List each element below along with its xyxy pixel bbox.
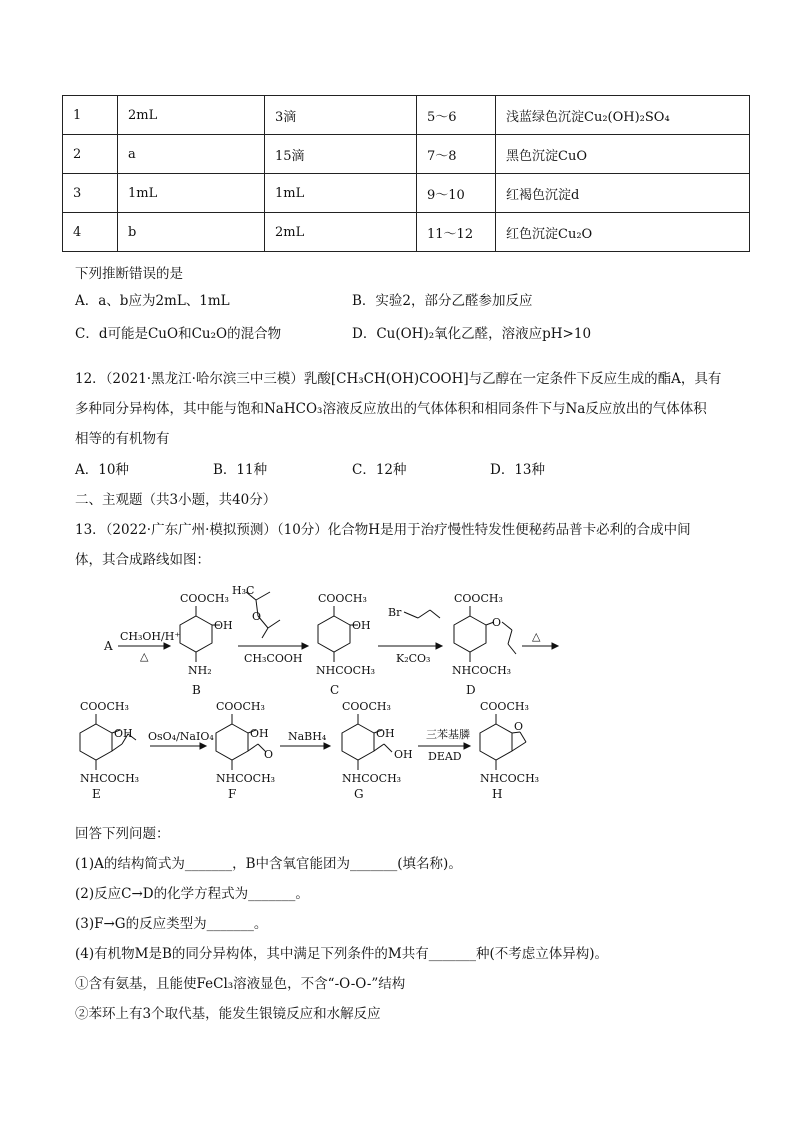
q12-line3: 相等的有机物有 (75, 431, 170, 447)
e-oh: OH (114, 727, 133, 740)
table-row (63, 174, 750, 213)
d-nhac: NHCOCH₃ (452, 664, 512, 677)
cell: 红褐色沉淀d (496, 174, 750, 213)
condition-1: ①含有氨基，且能使FeCl₃溶液显色，不含“-O-O-”结构 (75, 976, 406, 992)
cell: 3 (63, 174, 118, 213)
b-oh: OH (214, 619, 233, 632)
cell: 3滴 (265, 96, 417, 135)
h-o: O (514, 720, 524, 733)
label-f: F (228, 787, 237, 801)
g-nhac: NHCOCH₃ (342, 772, 402, 785)
label-b: B (192, 683, 201, 697)
reagent-heat-2: △ (532, 630, 541, 643)
reagent-heat: △ (140, 650, 149, 663)
cell: 黑色沉淀CuO (496, 135, 750, 174)
q12-option-a: A．10种 (75, 462, 129, 478)
f-oh: OH (250, 727, 269, 740)
q11-option-d: D．Cu(OH)₂氧化乙醛，溶液应pH>10 (352, 326, 592, 342)
table-row (63, 135, 750, 174)
reagent-nabh4: NaBH₄ (288, 730, 327, 743)
reagent-bromide: Br (388, 606, 402, 619)
q12-option-c: C．12种 (352, 462, 407, 478)
cell: 4 (63, 213, 118, 252)
q11-option-b: B．实验2，部分乙醛参加反应 (352, 293, 533, 309)
g-ester: COOCH₃ (342, 700, 391, 713)
section-heading: 二、主观题（共3小题，共40分） (75, 492, 277, 508)
reagent-dead: DEAD (428, 750, 462, 763)
table-row (63, 213, 750, 252)
q13-line1: 13．（2022·广东广州·模拟预测）（10分）化合物H是用于治疗慢性特发性便秘药品普卡必利的合成中间 (75, 522, 691, 538)
reagent-oso4: OsO₄/NaIO₄ (148, 730, 214, 743)
cell: 浅蓝绿色沉淀Cu₂(OH)₂SO₄ (496, 96, 750, 135)
cell: 7～8 (417, 135, 496, 174)
e-nhac: NHCOCH₃ (80, 772, 140, 785)
q12-option-d: D．13种 (490, 462, 546, 478)
cell: 2 (63, 135, 118, 174)
q13-line2: 体，其合成路线如图： (75, 552, 210, 568)
anhydride-ch3: H₃C (232, 584, 255, 597)
reagent-ph3p: 三苯基膦 (426, 728, 470, 741)
d-o: O (492, 616, 502, 629)
question-4: (4)有机物M是B的同分异构体，其中满足下列条件的M共有_______种(不考虑立体异构)。 (75, 946, 608, 962)
h-nhac: NHCOCH₃ (480, 772, 540, 785)
label-g: G (354, 787, 364, 801)
f-o: O (264, 748, 274, 761)
compound-a-label: A (104, 639, 113, 653)
cell: 2mL (265, 213, 417, 252)
cell: 2mL (118, 96, 265, 135)
cell: b (118, 213, 265, 252)
cell: 5～6 (417, 96, 496, 135)
table-row (63, 96, 750, 135)
questions-intro: 回答下列问题： (75, 826, 170, 842)
c-oh: OH (352, 619, 371, 632)
question-2: (2)反应C→D的化学方程式为_______。 (75, 886, 309, 902)
question-3: (3)F→G的反应类型为_______。 (75, 916, 268, 932)
cell: 9～10 (417, 174, 496, 213)
q12-line1: 12．（2021·黑龙江·哈尔滨三中三模）乳酸[CH₃CH(OH)COOH]与乙醇在一定条件下反应生成的酯A，具有 (75, 371, 722, 387)
cell: 1mL (265, 174, 417, 213)
g-oh-chain: OH (394, 748, 413, 761)
reagent-k2co3: K₂CO₃ (396, 652, 431, 665)
q11-option-a: A．a、b应为2mL、1mL (75, 293, 230, 309)
c-ester: COOCH₃ (318, 592, 367, 605)
q12-option-b: B．11种 (213, 462, 268, 478)
q11-option-c: C．d可能是CuO和Cu₂O的混合物 (75, 326, 282, 342)
condition-2: ②苯环上有3个取代基，能发生银镜反应和水解反应 (75, 1006, 381, 1022)
q11-stem: 下列推断错误的是 (75, 266, 183, 282)
q12-line2: 多种同分异构体，其中能与饱和NaHCO₃溶液反应放出的气体体积和相同条件下与Na反应放出的气体体积 (75, 401, 707, 417)
label-d: D (466, 683, 476, 697)
cell: 11～12 (417, 213, 496, 252)
e-ester: COOCH₃ (80, 700, 129, 713)
g-oh: OH (376, 727, 395, 740)
cell: 1mL (118, 174, 265, 213)
synthesis-scheme (0, 572, 800, 804)
label-e: E (92, 787, 101, 801)
d-ester: COOCH₃ (454, 592, 503, 605)
f-nhac: NHCOCH₃ (216, 772, 276, 785)
label-c: C (330, 683, 340, 697)
h-ester: COOCH₃ (480, 700, 529, 713)
b-nh2: NH₂ (188, 664, 212, 677)
reagent-methanol: CH₃OH/H⁺ (120, 630, 181, 643)
reagent-acetic-acid: CH₃COOH (244, 652, 303, 665)
cell: a (118, 135, 265, 174)
cell: 红色沉淀Cu₂O (496, 213, 750, 252)
b-ester: COOCH₃ (180, 592, 229, 605)
label-h: H (492, 787, 503, 801)
c-nhac: NHCOCH₃ (316, 664, 376, 677)
cell: 1 (63, 96, 118, 135)
anhydride-o: O (252, 610, 262, 623)
f-ester: COOCH₃ (216, 700, 265, 713)
cell: 15滴 (265, 135, 417, 174)
question-1: (1)A的结构简式为_______，B中含氧官能团为_______(填名称)。 (75, 856, 462, 872)
experiment-table (62, 95, 750, 252)
